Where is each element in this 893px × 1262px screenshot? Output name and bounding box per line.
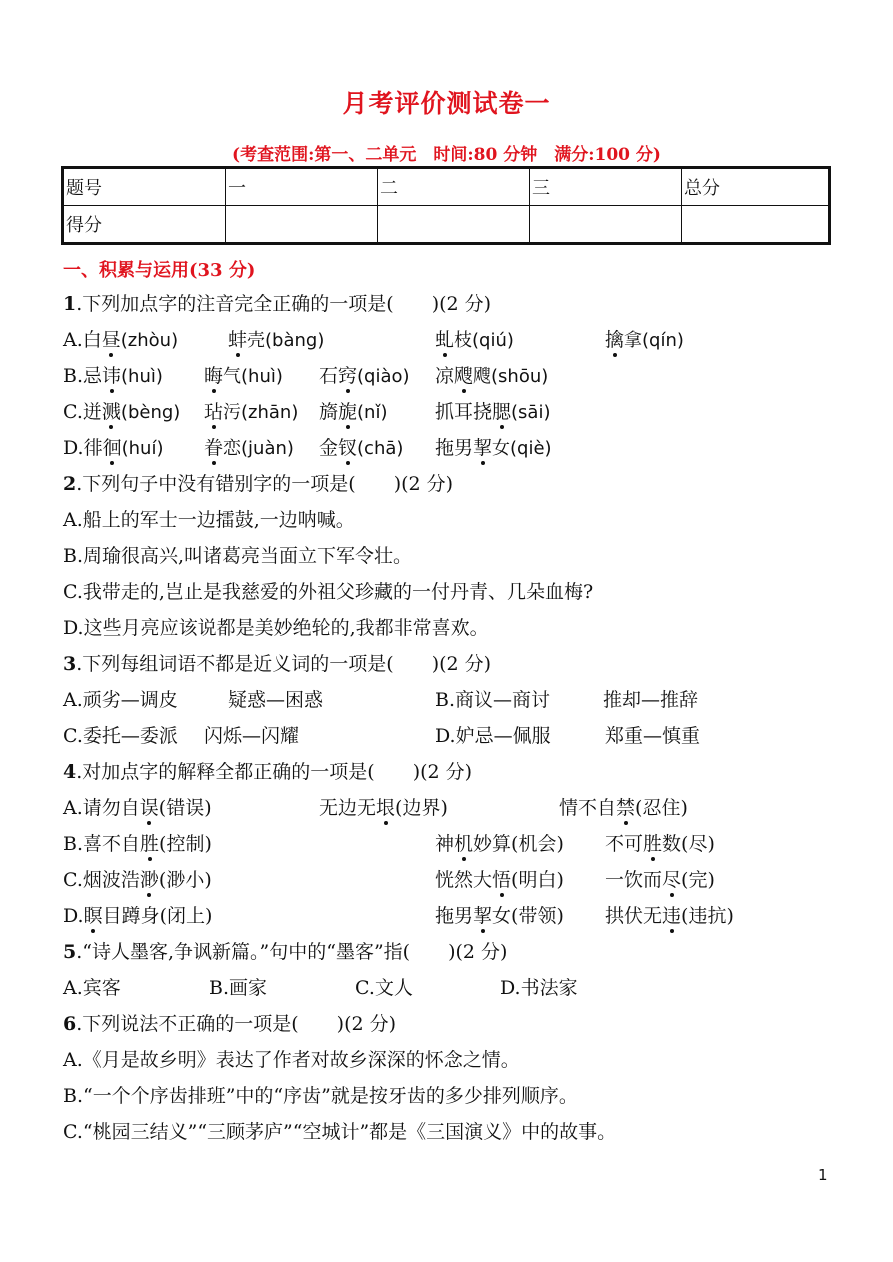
question-4-stem (63, 758, 472, 786)
q3-options-ab: A.顽劣—调皮 疑惑—困惑 B.商议—商讨 推却—推辞 (63, 689, 699, 711)
score-table (61, 166, 831, 245)
table-row (63, 206, 830, 244)
score-cell[interactable] (530, 206, 682, 244)
page-number: 1 (818, 1166, 828, 1184)
question-number: 6 (63, 1013, 77, 1035)
q4-option-a: A.请勿自误(错误) 无边无垠(边界) 情不自禁(忍住) (63, 794, 823, 822)
question-3-stem (63, 650, 491, 678)
table-header-cell: 三 (530, 168, 682, 206)
question-text: .下列每组词语不都是近义词的一项是( )(2 分) (76, 653, 492, 675)
score-cell[interactable] (226, 206, 378, 244)
question-number: 2 (63, 473, 77, 495)
question-text: .“诗人墨客,争讽新篇。”句中的“墨客”指( )(2 分) (76, 941, 508, 963)
q1-option-a: A.白昼(zhòu) 蚌壳(bàng) 虬枝(qiú) 擒拿(qín) (63, 326, 823, 354)
q4-option-d: D.瞑目蹲身(闭上) 拖男挈女(带领) 拱伏无违(违抗) (63, 902, 823, 930)
question-number: 4 (63, 761, 77, 783)
question-number: 3 (63, 653, 77, 675)
question-text: .下列加点字的注音完全正确的一项是( )(2 分) (76, 293, 492, 315)
q2-option-c: C.我带走的,岂止是我慈爱的外祖父珍藏的一付丹青、几朵血梅? (63, 581, 594, 603)
question-number: 5 (63, 941, 77, 963)
q4-option-c: C.烟波浩渺(渺小) 恍然大悟(明白) 一饮而尽(完) (63, 866, 823, 894)
question-1-stem (63, 290, 491, 318)
table-header-cell: 题号 (63, 168, 226, 206)
q3-options-cd: C.委托—委派 闪烁—闪耀 D.妒忌—佩服 郑重—慎重 (63, 725, 701, 747)
q1-option-c: C.迸溅(bèng) 玷污(zhān) 旖旎(nǐ) 抓耳挠腮(sāi) (63, 398, 823, 426)
q1-option-d: D.徘徊(huí) 眷恋(juàn) 金钗(chā) 拖男挈女(qiè) (63, 434, 823, 462)
q2-option-a: A.船上的军士一边擂鼓,一边呐喊。 (63, 509, 355, 531)
q6-option-b: B.“一个个序齿排班”中的“序齿”就是按牙齿的多少排列顺序。 (63, 1085, 578, 1107)
question-text: .下列说法不正确的一项是( )(2 分) (76, 1013, 397, 1035)
q2-option-b: B.周瑜很高兴,叫诸葛亮当面立下军令壮。 (63, 545, 413, 567)
table-header-cell: 二 (378, 168, 530, 206)
q1-option-b: B.忌讳(huì) 晦气(huì) 石窍(qiào) 凉飕飕(shōu) (63, 362, 823, 390)
score-cell[interactable] (378, 206, 530, 244)
question-5-stem (63, 938, 507, 966)
q4-option-b: B.喜不自胜(控制) 神机妙算(机会) 不可胜数(尽) (63, 830, 823, 858)
table-header-cell: 一 (226, 168, 378, 206)
q6-option-a: A.《月是故乡明》表达了作者对故乡深深的怀念之情。 (63, 1049, 520, 1071)
question-2-stem (63, 470, 453, 498)
q6-option-c: C.“桃园三结义”“三顾茅庐”“空城计”都是《三国演义》中的故事。 (63, 1121, 617, 1143)
question-text: .下列句子中没有错别字的一项是( )(2 分) (76, 473, 454, 495)
section-heading: 一、积累与运用(33 分) (63, 260, 256, 281)
question-text: .对加点字的解释全都正确的一项是( )(2 分) (76, 761, 473, 783)
page-title: 月考评价测试卷一 (342, 89, 551, 118)
table-row (63, 168, 830, 206)
q5-options: A.宾客 B.画家 C.文人 D.书法家 (63, 977, 578, 999)
q2-option-d: D.这些月亮应该说都是美妙绝轮的,我都非常喜欢。 (63, 617, 489, 639)
question-number: 1 (63, 293, 77, 315)
question-6-stem (63, 1010, 396, 1038)
table-row-label: 得分 (63, 206, 226, 244)
score-cell[interactable] (682, 206, 830, 244)
exam-info: (考查范围:第一、二单元 时间:80 分钟 满分:100 分) (232, 145, 661, 165)
table-header-cell: 总分 (682, 168, 830, 206)
